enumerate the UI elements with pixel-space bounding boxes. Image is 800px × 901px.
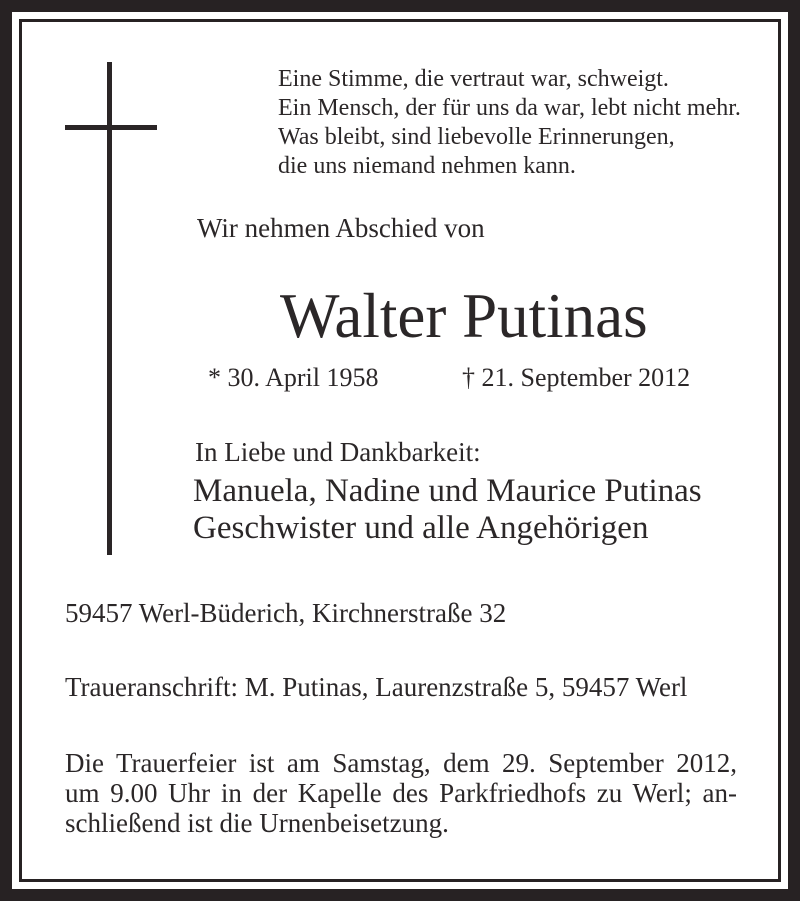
mourners-line: Geschwister und alle Angehörigen bbox=[193, 510, 649, 546]
poem-line: Eine Stimme, die vertraut war, schweigt. bbox=[278, 66, 669, 92]
funeral-information bbox=[65, 748, 737, 838]
mourners-line: Manuela, Nadine und Maurice Putinas bbox=[193, 473, 702, 509]
cross-icon-horizontal-bar bbox=[65, 125, 157, 130]
memorial-poem bbox=[278, 65, 741, 181]
dedication-line: In Liebe und Dankbarkeit: bbox=[195, 437, 481, 467]
funeral-info-line: um 9.00 Uhr in der Kapelle des Parkfriedhofs zu Werl; an- bbox=[65, 778, 737, 808]
condolence-address: Traueranschrift: M. Putinas, Laurenzstraße 5, 59457 Werl bbox=[65, 672, 688, 702]
funeral-info-line: Die Trauerfeier ist am Samstag, dem 29. September 2012, bbox=[65, 748, 737, 778]
poem-line: die uns niemand nehmen kann. bbox=[278, 153, 576, 179]
deceased-name: Walter Putinas bbox=[280, 281, 648, 351]
farewell-intro: Wir nehmen Abschied von bbox=[197, 213, 485, 243]
death-date: † 21. September 2012 bbox=[462, 363, 691, 392]
poem-line: Ein Mensch, der für uns da war, lebt nicht mehr. bbox=[278, 95, 741, 121]
funeral-info-line: schließend ist die Urnenbeisetzung. bbox=[65, 808, 449, 838]
poem-line: Was bleibt, sind liebevolle Erinnerungen, bbox=[278, 124, 675, 150]
home-address: 59457 Werl-Büderich, Kirchnerstraße 32 bbox=[65, 598, 507, 628]
birth-date: * 30. April 1958 bbox=[208, 363, 379, 392]
cross-icon-vertical-bar bbox=[107, 62, 112, 555]
mourners-list bbox=[193, 473, 702, 547]
